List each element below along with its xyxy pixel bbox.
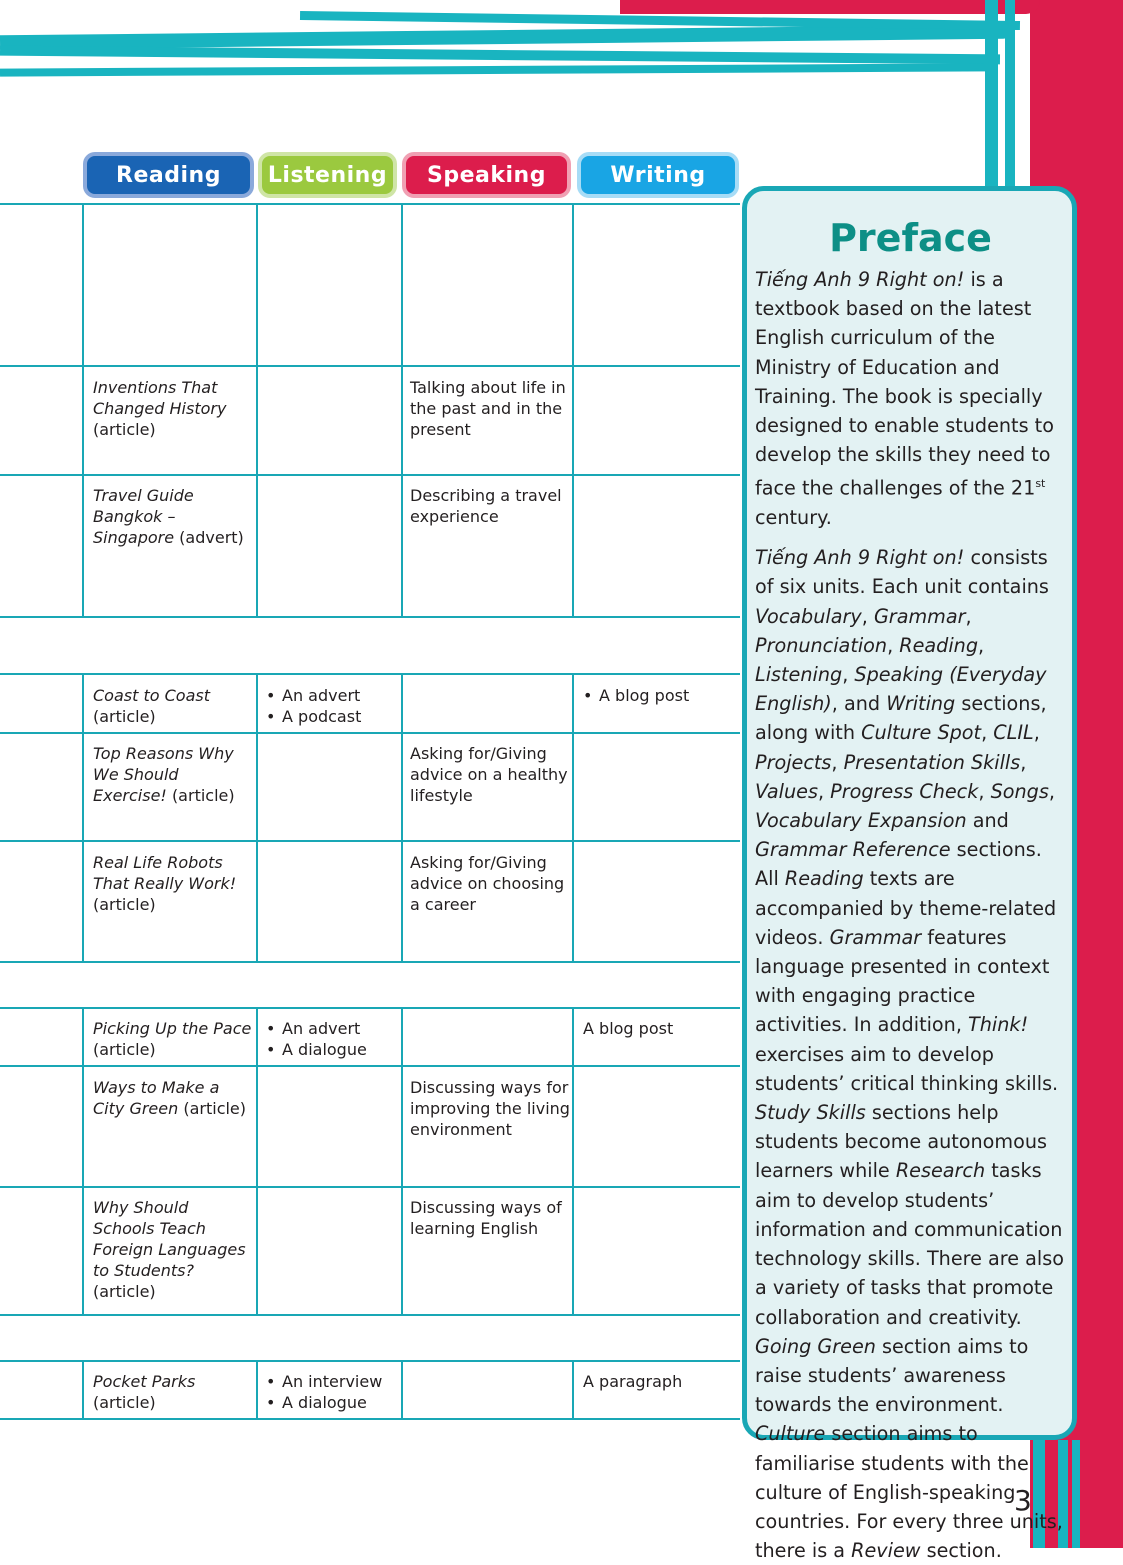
text: section. — [920, 1539, 1002, 1563]
reading-title: Picking Up the Pace — [93, 1019, 252, 1038]
reading-cell — [93, 1018, 253, 1060]
reading-type: (article) — [93, 895, 156, 914]
term: Presentation Skills — [843, 750, 1021, 774]
row-divider — [0, 732, 740, 734]
col-divider — [256, 673, 258, 963]
text: , — [861, 604, 874, 628]
col-divider — [572, 673, 574, 963]
list-item: • A dialogue — [264, 1039, 399, 1060]
reading-header: Reading — [83, 152, 254, 198]
term: Vocabulary — [755, 604, 862, 628]
listening-list — [264, 685, 399, 727]
top-teal-stroke-2 — [0, 46, 1000, 65]
top-teal-stroke-1 — [0, 25, 1010, 50]
row-divider — [0, 1418, 740, 1420]
reading-cell — [93, 485, 253, 548]
term: Songs — [990, 779, 1049, 803]
top-teal-stroke-3 — [0, 63, 990, 76]
superscript: st — [1035, 477, 1046, 491]
row-divider — [0, 616, 740, 618]
row-divider — [0, 961, 740, 963]
col-divider — [82, 673, 84, 963]
col-divider — [82, 1360, 84, 1420]
speaking-cell: Asking for/Giving advice on choosing a career — [410, 853, 565, 914]
reading-cell — [93, 1197, 253, 1302]
term: Progress Check — [830, 779, 979, 803]
reading-title: Inventions That Changed History — [93, 378, 227, 418]
reading-type: (article) — [93, 707, 156, 726]
term: Projects — [755, 750, 832, 774]
text: sections. All — [755, 838, 1042, 891]
text: , — [978, 779, 991, 803]
listening-cell — [264, 1371, 399, 1413]
text: , — [887, 633, 900, 657]
reading-cell — [93, 377, 253, 440]
col-divider — [572, 1007, 574, 1316]
text: sections, along with — [755, 692, 1047, 745]
col-divider — [401, 203, 403, 618]
listening-list — [264, 1371, 399, 1413]
text: , — [842, 663, 855, 687]
text: texts are accompanied by theme-related videos. — [755, 867, 1057, 949]
term: Culture — [755, 1422, 826, 1446]
row-divider — [0, 1314, 740, 1316]
term: Grammar — [829, 925, 922, 949]
term: CLIL — [993, 721, 1034, 745]
term: Going Green — [755, 1334, 876, 1358]
listening-list — [264, 1018, 399, 1060]
listening-cell — [264, 1018, 399, 1060]
preface-title: Preface — [829, 216, 992, 260]
text: , — [1033, 721, 1040, 745]
term: Speaking (Everyday English) — [755, 663, 1047, 716]
top-red-band — [620, 0, 1040, 14]
term: Study Skills — [755, 1101, 866, 1125]
col-divider — [256, 203, 258, 618]
book-title: Tiếng Anh 9 Right on! — [755, 268, 965, 291]
text: is a textbook based on the latest English curriculum of the Ministry of Education and Training. The book is specially designed to enable students to develop the skills they need to face the challenges of the 21 — [755, 268, 1054, 500]
col-divider — [256, 1360, 258, 1420]
reading-title: Travel Guide Bangkok – Singapore — [93, 486, 194, 547]
term: Grammar — [873, 604, 966, 628]
preface-panel — [742, 186, 1077, 1563]
col-divider — [401, 673, 403, 963]
reading-cell — [93, 1371, 253, 1413]
text: , — [981, 721, 994, 745]
text: and — [966, 809, 1009, 833]
reading-type: (article) — [93, 420, 156, 439]
row-divider — [0, 474, 740, 476]
row-divider — [0, 1007, 740, 1009]
speaking-cell: Discussing ways for improving the living environment — [410, 1078, 570, 1139]
text: tasks aim to develop students’ information and communication technology skills. There are also a variety of tasks that promote collaboration and creativity. — [755, 1159, 1064, 1329]
reading-type: (article) — [93, 1282, 156, 1301]
listening-cell — [264, 685, 399, 727]
row-divider — [0, 840, 740, 842]
right-teal-stroke-1 — [985, 0, 998, 190]
reading-type: (article) — [171, 786, 235, 805]
contents-table — [0, 203, 740, 1420]
text: , — [831, 750, 844, 774]
reading-cell — [93, 685, 253, 727]
term: Writing — [886, 692, 956, 716]
row-divider — [0, 1065, 740, 1067]
term: Grammar Reference — [755, 838, 951, 862]
speaking-header: Speaking — [402, 152, 571, 198]
speaking-cell: Describing a travel experience — [410, 486, 562, 526]
text: , — [965, 604, 972, 628]
text: , and — [831, 692, 887, 716]
page-number: 3 — [1014, 1484, 1032, 1517]
reading-title: Coast to Coast — [93, 686, 210, 705]
speaking-cell: Talking about life in the past and in the present — [410, 378, 566, 439]
term: Research — [895, 1159, 986, 1183]
writing-header: Writing — [577, 152, 739, 198]
list-item: • A dialogue — [264, 1392, 399, 1413]
speaking-cell: Discussing ways of learning English — [410, 1198, 562, 1238]
text: , — [817, 779, 831, 803]
book-title: Tiếng Anh 9 Right on! — [755, 546, 965, 570]
text: exercises aim to develop students’ critical thinking skills. — [755, 1042, 1059, 1095]
term: Values — [755, 779, 818, 803]
col-divider — [572, 1360, 574, 1420]
text: features language presented in context with engaging practice activities. In addition, — [755, 925, 1050, 1037]
col-divider — [401, 1360, 403, 1420]
term: Reading — [784, 867, 864, 891]
text: consists of six units. Each unit contains — [755, 546, 1049, 599]
term: Pronunciation — [755, 633, 888, 657]
reading-cell — [93, 1077, 253, 1119]
reading-title: Top Reasons Why We Should Exercise! — [93, 744, 234, 805]
term: Think! — [968, 1013, 1029, 1037]
text: , — [1048, 779, 1055, 803]
right-teal-stroke-2 — [1005, 0, 1015, 190]
list-item: • An advert — [264, 1018, 399, 1039]
list-item: • A blog post — [581, 685, 736, 706]
row-divider — [0, 1186, 740, 1188]
reading-type: (article) — [93, 1393, 156, 1412]
term: Reading — [899, 633, 979, 657]
row-divider — [0, 365, 740, 367]
reading-type: (article) — [93, 1040, 156, 1059]
term: Review — [851, 1539, 921, 1563]
reading-title: Why Should Schools Teach Foreign Languages to Students? — [93, 1198, 246, 1280]
text: , — [1020, 750, 1027, 774]
text: , — [978, 633, 985, 657]
reading-type: (article) — [183, 1099, 247, 1118]
row-divider — [0, 203, 740, 205]
reading-cell — [93, 743, 253, 806]
text: section aims to familiarise students with the culture of English-speaking countries. For every three units, there is a — [755, 1422, 1063, 1563]
list-item: • A podcast — [264, 706, 399, 727]
reading-title: Ways to Make a City Green — [93, 1078, 220, 1118]
col-divider — [256, 1007, 258, 1316]
reading-type: (advert) — [179, 528, 244, 547]
listening-header: Listening — [258, 152, 397, 198]
row-divider — [0, 1360, 740, 1362]
reading-title: Real Life Robots That Really Work! — [93, 853, 237, 893]
term: Listening — [755, 663, 843, 687]
col-divider — [82, 203, 84, 618]
term: Culture Spot — [861, 721, 982, 745]
writing-list — [581, 685, 736, 706]
writing-cell: A paragraph — [583, 1372, 683, 1391]
right-teal-stroke-5 — [1072, 1440, 1080, 1548]
reading-title: Pocket Parks — [93, 1372, 196, 1391]
list-item: • An advert — [264, 685, 399, 706]
col-divider — [401, 1007, 403, 1316]
col-divider — [572, 203, 574, 618]
text: sections help students become autonomous learners while — [755, 1101, 1047, 1183]
speaking-cell: Asking for/Giving advice on a healthy lifestyle — [410, 744, 568, 805]
text: section aims to raise students’ awareness towards the environment. — [755, 1334, 1029, 1417]
writing-cell: A blog post — [583, 1019, 674, 1038]
preface-paragraph-2 — [755, 543, 1066, 1565]
list-item: • An interview — [264, 1371, 399, 1392]
term: Vocabulary Expansion — [755, 809, 967, 833]
col-divider — [82, 1007, 84, 1316]
reading-cell — [93, 852, 253, 915]
preface-paragraph-1 — [755, 265, 1066, 532]
writing-cell — [581, 685, 736, 706]
row-divider — [0, 673, 740, 675]
text: century. — [755, 506, 832, 530]
